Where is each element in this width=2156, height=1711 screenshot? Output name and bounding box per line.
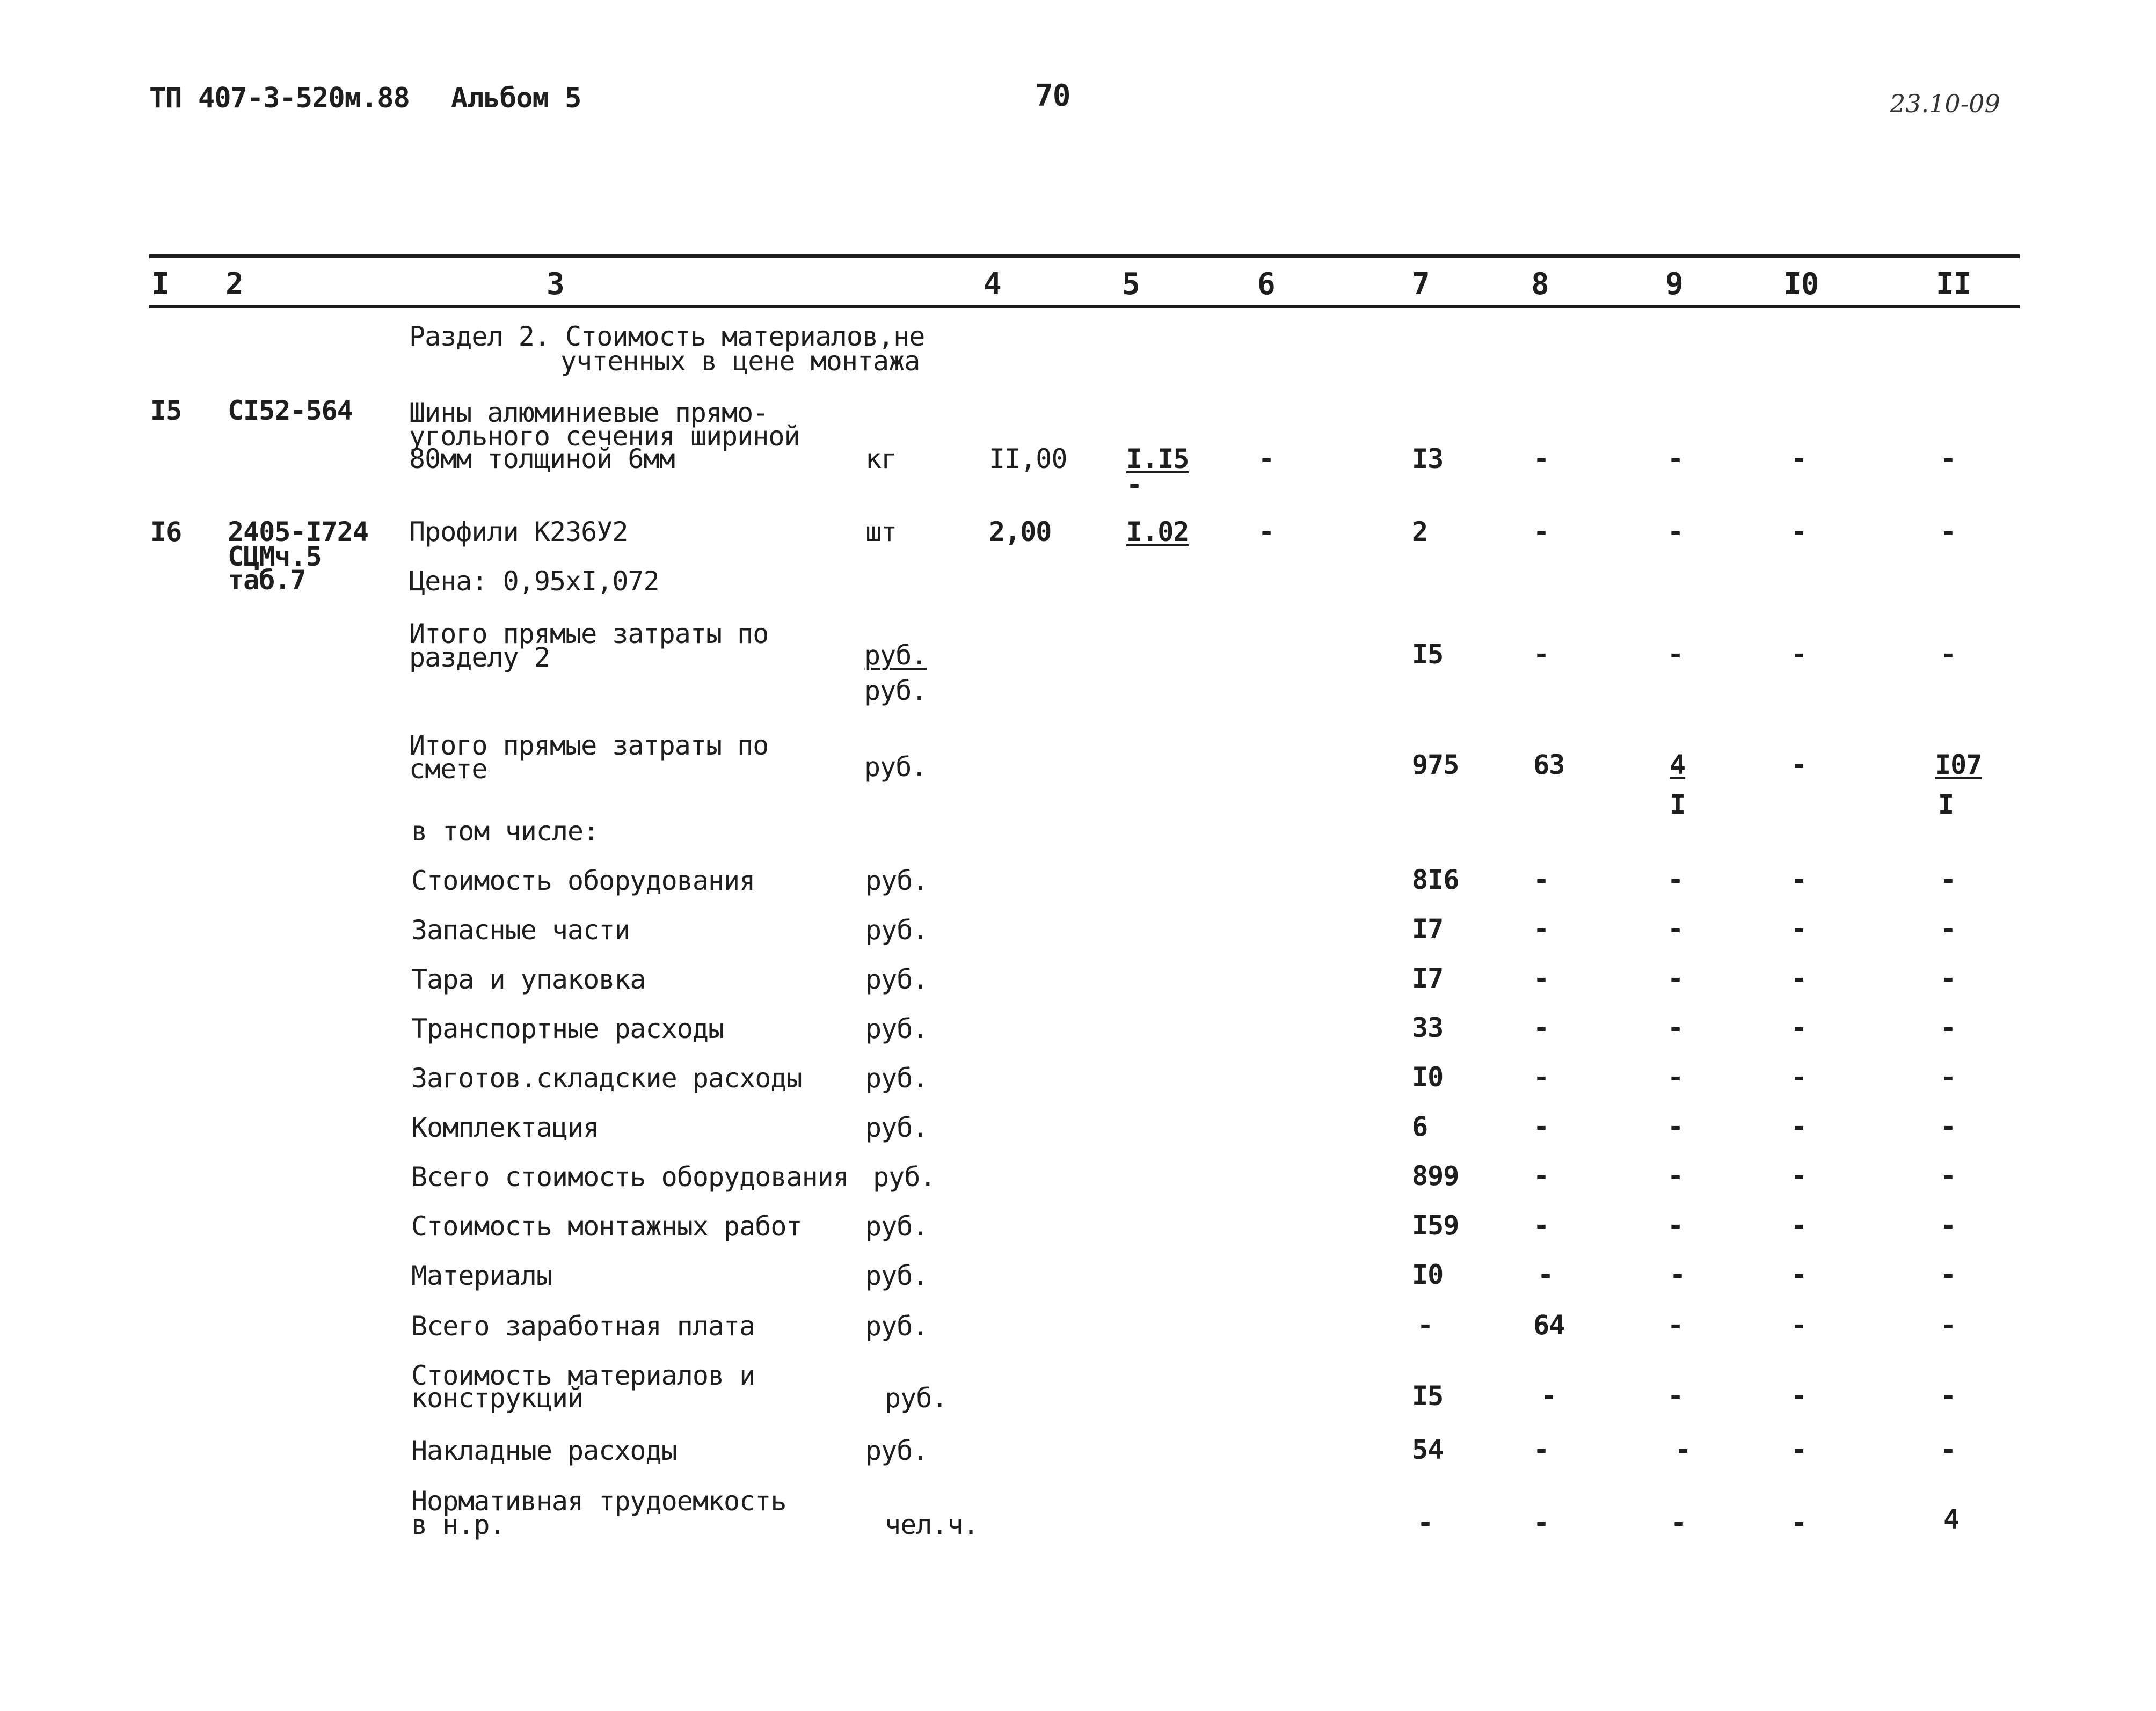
column-header-7: 7 (1412, 267, 1430, 302)
item-quantity: 2,00 (989, 516, 1052, 547)
item-price-note: Цена: 0,95хI,072 (409, 566, 659, 597)
cell-col9: - (1667, 963, 1684, 994)
album-label: Альбом 5 (451, 82, 581, 114)
cell-col8: - (1533, 1062, 1549, 1093)
cell-col8: - (1541, 1380, 1557, 1412)
cell-col11: - (1940, 1160, 1956, 1191)
cell-col8: - (1533, 1111, 1549, 1142)
breakdown-unit: руб. (865, 915, 928, 946)
cell-col11-sub: I (1938, 789, 1954, 820)
breakdown-unit: руб. (865, 964, 928, 995)
estimate-total-label-line2: смете (409, 754, 487, 785)
breakdown-label: Запасные части (411, 915, 630, 946)
document-code: ТП 407-3-520м.88 (149, 82, 410, 114)
cell-col8: - (1533, 1507, 1549, 1538)
breakdown-label: Накладные расходы (411, 1435, 677, 1466)
cell-col7: - (1417, 1310, 1433, 1341)
column-header-9: 9 (1665, 267, 1683, 302)
including-label: в том числе: (411, 816, 599, 847)
cell-col8: 64 (1533, 1310, 1565, 1341)
estimate-total-unit: руб. (864, 751, 927, 783)
cell-col10: - (1791, 1259, 1807, 1290)
section-total-unit: руб. (864, 640, 927, 671)
column-header-5: 5 (1122, 267, 1140, 302)
cell-col7: 6 (1412, 1111, 1428, 1142)
cell-col6: - (1258, 516, 1274, 547)
section-total-label: Итого прямые затраты по (409, 618, 769, 649)
cell-col8: - (1533, 443, 1549, 474)
column-header-10: I0 (1783, 267, 1819, 302)
column-header-3: 3 (547, 267, 564, 302)
cell-col10: - (1791, 1111, 1807, 1142)
column-header-6: 6 (1257, 267, 1275, 302)
item-unit: шт (865, 516, 897, 547)
breakdown-unit: руб. (865, 865, 928, 896)
breakdown-unit: чел.ч. (885, 1509, 979, 1540)
cell-col11: - (1940, 1434, 1956, 1465)
cell-col11: - (1940, 1062, 1956, 1093)
breakdown-unit: руб. (865, 1063, 928, 1094)
breakdown-label: Транспортные расходы (411, 1013, 724, 1044)
cell-col10: - (1791, 1310, 1807, 1341)
column-header-8: 8 (1531, 267, 1549, 302)
cell-col9: 4 (1670, 749, 1686, 780)
cell-col10: - (1791, 639, 1807, 670)
cell-col10: - (1791, 913, 1807, 945)
cell-col9: - (1675, 1434, 1691, 1465)
item-code-line2: СЦМч.5 (228, 541, 322, 572)
cell-col9: - (1667, 1012, 1684, 1043)
cell-col9: - (1667, 864, 1684, 895)
estimate-total-label: Итого прямые затраты по (409, 730, 769, 761)
cell-col10: - (1791, 1012, 1807, 1043)
cell-col7: 899 (1412, 1160, 1459, 1191)
cell-col11: - (1940, 1380, 1956, 1412)
breakdown-label: Комплектация (411, 1112, 599, 1143)
table-header-rule (149, 305, 2020, 308)
cell-col11: - (1940, 913, 1956, 945)
breakdown-unit: руб. (865, 1112, 928, 1143)
breakdown-label: Стоимость монтажных работ (411, 1211, 802, 1242)
cell-col9: - (1667, 913, 1684, 945)
item-coefficient-sub: - (1126, 469, 1142, 500)
cell-col7: I5 (1412, 639, 1444, 670)
cell-col10: - (1791, 443, 1807, 474)
cell-col7: I0 (1412, 1062, 1444, 1093)
column-header-4: 4 (984, 267, 1001, 302)
cell-col7: I59 (1412, 1210, 1459, 1241)
cell-col7: I5 (1412, 1380, 1444, 1412)
cell-col8: - (1533, 1012, 1549, 1043)
cell-col11: - (1940, 1012, 1956, 1043)
cell-col6: - (1258, 443, 1274, 474)
cell-col11: - (1940, 516, 1956, 547)
cell-col11: - (1940, 1310, 1956, 1341)
cell-col8: 63 (1533, 749, 1565, 780)
column-header-1: I (151, 267, 169, 302)
cell-col7: 33 (1412, 1012, 1444, 1043)
cell-col11: I07 (1935, 749, 1982, 780)
breakdown-unit: руб. (885, 1383, 948, 1414)
cell-col7: I3 (1412, 443, 1444, 474)
cell-col11: - (1940, 1111, 1956, 1142)
item-code: СI52-564 (228, 395, 353, 426)
item-coefficient: I.02 (1126, 516, 1189, 547)
cell-col7: - (1417, 1507, 1433, 1538)
cell-col11: - (1940, 443, 1956, 474)
cell-col10: - (1791, 1380, 1807, 1412)
cell-col11: - (1940, 1210, 1956, 1241)
breakdown-label: Всего стоимость оборудования (411, 1161, 849, 1193)
cell-col8: - (1533, 516, 1549, 547)
item-code-line3: таб.7 (228, 565, 306, 596)
item-name-line2: угольного сечения шириной (409, 421, 800, 452)
cell-col7: I0 (1412, 1259, 1444, 1290)
cell-col10: - (1791, 963, 1807, 994)
breakdown-label: Материалы (411, 1260, 552, 1291)
cell-col9: - (1667, 1380, 1684, 1412)
page-number: 70 (1035, 78, 1070, 113)
breakdown-unit: руб. (865, 1311, 928, 1342)
cell-col8: - (1533, 1210, 1549, 1241)
breakdown-unit: руб. (865, 1260, 928, 1291)
cell-col7: 975 (1412, 749, 1459, 780)
cell-col10: - (1791, 1507, 1807, 1538)
cell-col8: - (1533, 639, 1549, 670)
cell-col9: - (1671, 1507, 1687, 1538)
cell-col9-sub: I (1670, 789, 1686, 820)
cell-col10: - (1791, 1210, 1807, 1241)
breakdown-label: Стоимость оборудования (411, 865, 755, 896)
section-title: Раздел 2. Стоимость материалов,не (409, 321, 925, 352)
cell-col11: - (1940, 864, 1956, 895)
item-number: I5 (150, 395, 182, 426)
cell-col9: - (1667, 516, 1684, 547)
cell-col7: I7 (1412, 913, 1444, 945)
breakdown-label: Всего заработная плата (411, 1311, 755, 1342)
breakdown-label: Нормативная трудоемкость (411, 1486, 786, 1517)
breakdown-unit: руб. (865, 1211, 928, 1242)
cell-col9: - (1667, 1310, 1684, 1341)
breakdown-unit: руб. (865, 1013, 928, 1044)
cell-col11: - (1940, 639, 1956, 670)
column-header-2: 2 (225, 267, 243, 302)
cell-col10: - (1791, 1062, 1807, 1093)
cell-col9: - (1667, 1160, 1684, 1191)
breakdown-unit: руб. (873, 1161, 936, 1193)
breakdown-label: Заготов.складские расходы (411, 1063, 802, 1094)
cell-col9: - (1670, 1259, 1686, 1290)
cell-col9: - (1667, 1062, 1684, 1093)
breakdown-unit: руб. (865, 1435, 928, 1466)
item-name: Шины алюминиевые прямо- (409, 397, 769, 428)
cell-col10: - (1791, 749, 1807, 780)
item-name: Профили К236У2 (409, 516, 628, 547)
breakdown-label-line2: конструкций (411, 1383, 584, 1414)
breakdown-label: Стоимость материалов и (411, 1360, 755, 1391)
cell-col8: - (1533, 1434, 1549, 1465)
item-coefficient: I.I5 (1126, 443, 1189, 474)
cell-col7: 8I6 (1412, 864, 1459, 895)
item-name-line3: 80мм толщиной 6мм (409, 443, 675, 474)
breakdown-label-line2: в н.р. (411, 1509, 505, 1540)
cell-col9: - (1667, 443, 1684, 474)
table-top-rule (149, 254, 2020, 258)
cell-col7: 2 (1412, 516, 1428, 547)
column-header-11: II (1936, 267, 1971, 302)
cell-col9: - (1667, 1111, 1684, 1142)
cell-col8: - (1533, 1160, 1549, 1191)
handwritten-mark: 23.10-09 (1890, 89, 2000, 118)
cell-col8: - (1533, 864, 1549, 895)
cell-col10: - (1791, 516, 1807, 547)
cell-col9: - (1667, 1210, 1684, 1241)
cell-col10: - (1791, 864, 1807, 895)
cell-col11: - (1940, 1259, 1956, 1290)
cell-col8: - (1538, 1259, 1554, 1290)
item-unit: кг (865, 443, 897, 474)
cell-col8: - (1533, 963, 1549, 994)
cell-col9: - (1667, 639, 1684, 670)
section-total-label-line2: разделу 2 (409, 642, 550, 673)
cell-col11: - (1940, 963, 1956, 994)
item-number: I6 (150, 516, 182, 547)
cell-col10: - (1791, 1160, 1807, 1191)
cell-col8: - (1533, 913, 1549, 945)
cell-col10: - (1791, 1434, 1807, 1465)
section-total-unit2: руб. (864, 675, 927, 706)
item-quantity: II,00 (989, 443, 1067, 474)
breakdown-label: Тара и упаковка (411, 964, 646, 995)
cell-col7: I7 (1412, 963, 1444, 994)
cell-col11: 4 (1943, 1504, 1960, 1535)
cell-col7: 54 (1412, 1434, 1444, 1465)
section-title-line2: учтенных в цене монтажа (560, 346, 920, 377)
item-code: 2405-I724 (228, 516, 368, 547)
